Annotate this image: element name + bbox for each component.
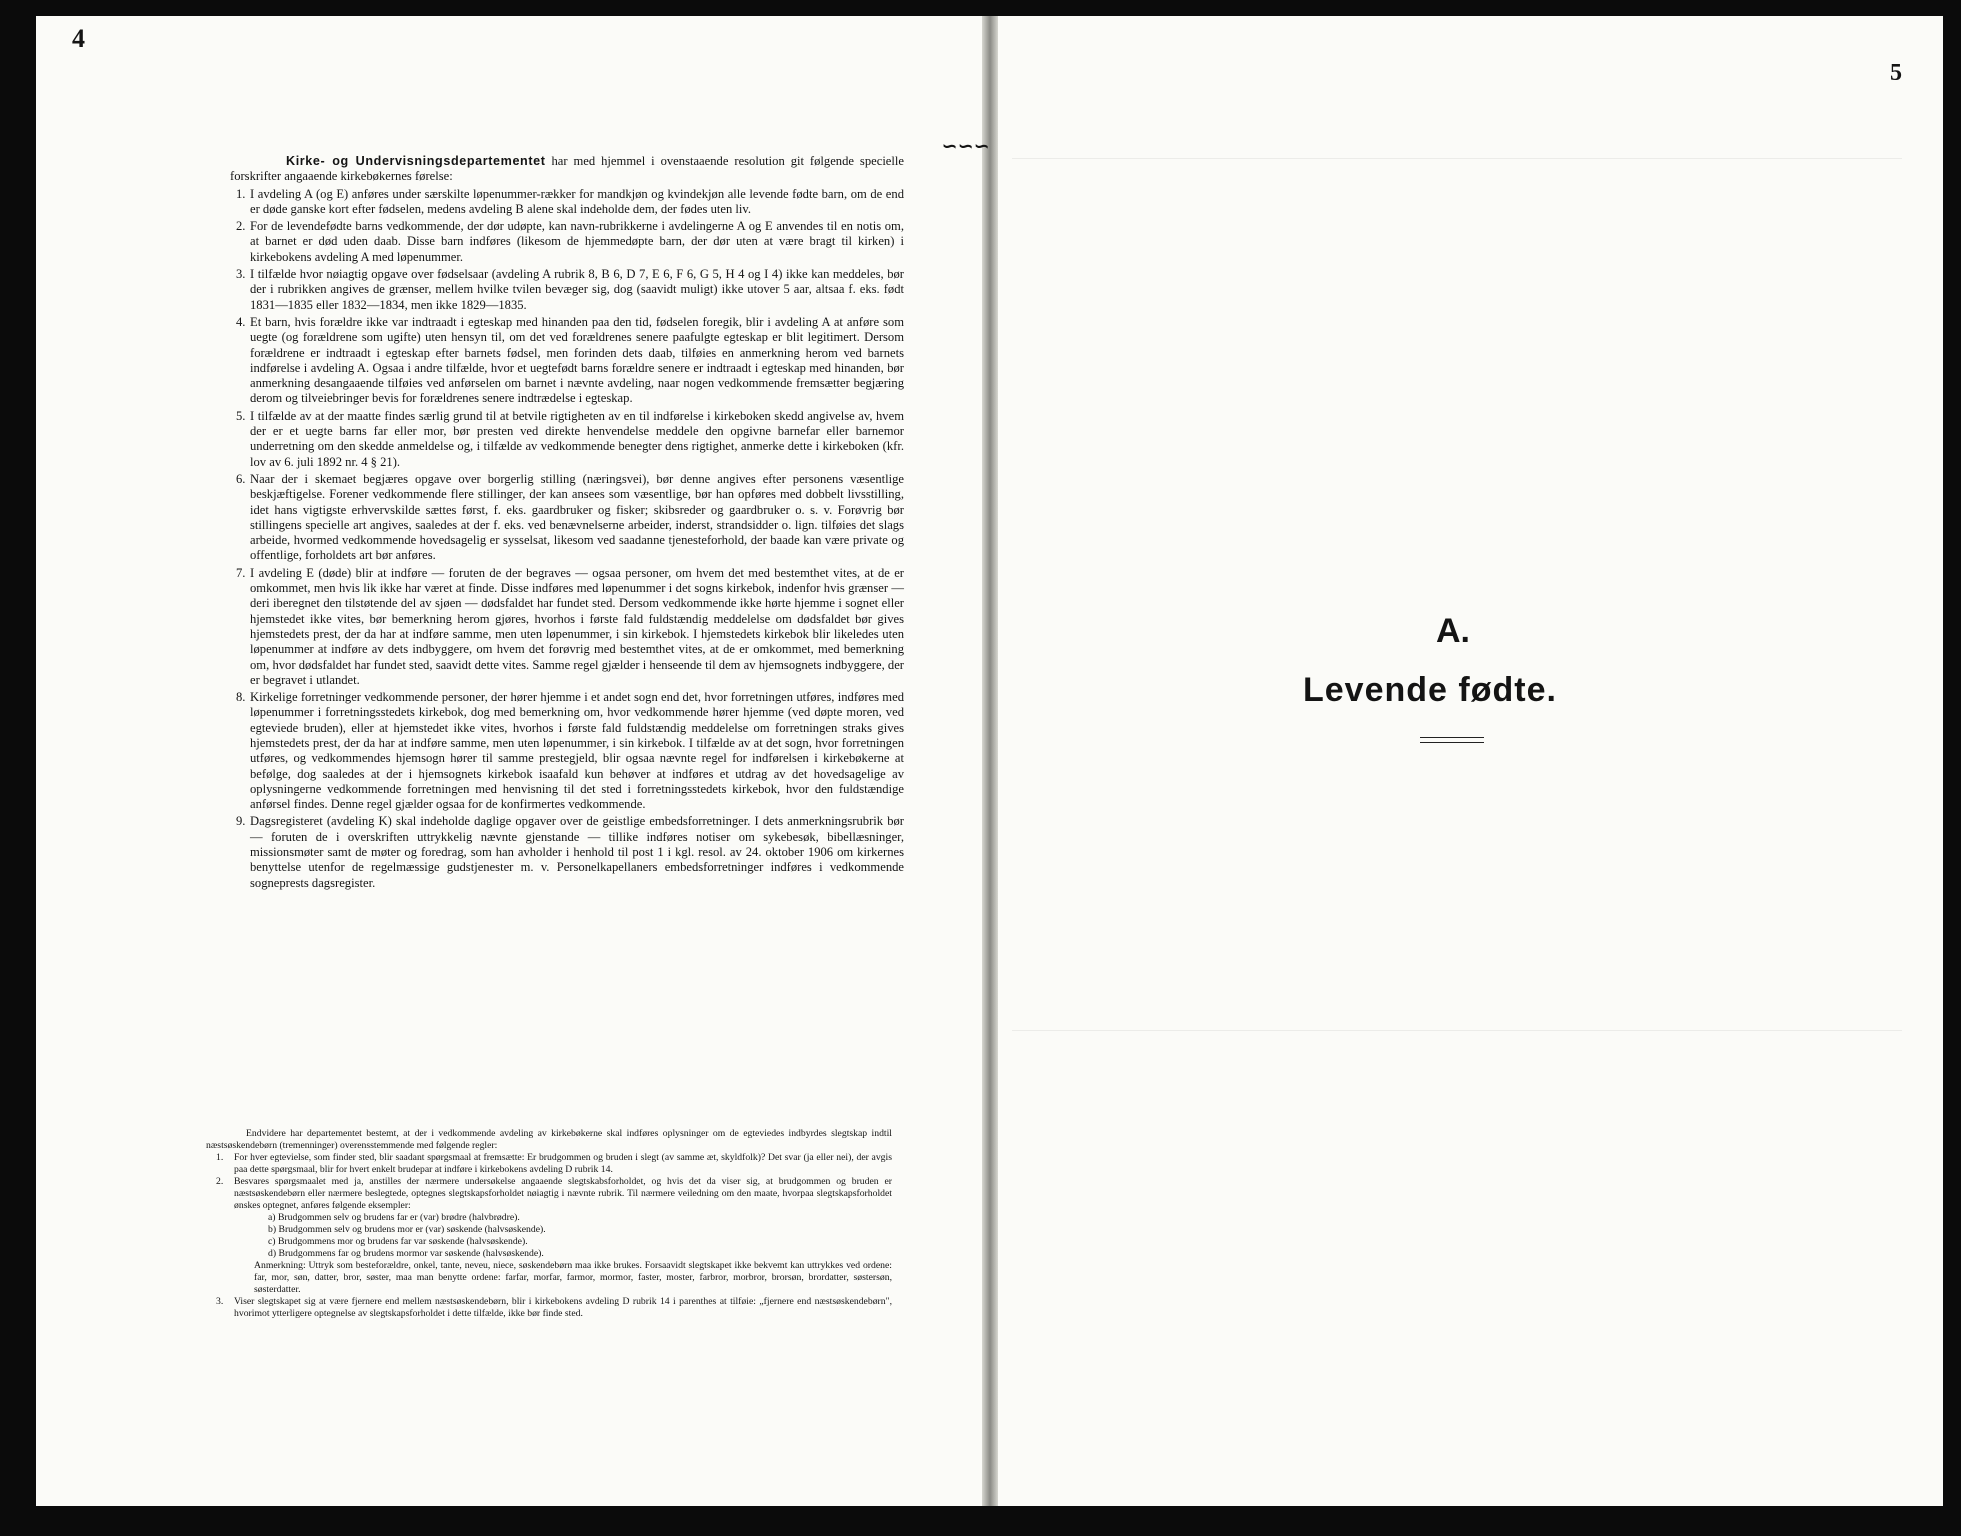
- addendum-number: 3.: [216, 1296, 224, 1307]
- rule-item: [230, 187, 904, 218]
- right-page: [998, 16, 1943, 1506]
- rule-text: Naar der i skemaet begjæres opgave over borgerlig stilling (næringsvei), bør denne angives efter personens væsentlige beskjæftigelse. Forener vedkommende flere stillinger, der kan ansees som væsentlige, bør han opføres med dobbelt livsstilling, idet hans vigtigste erhvervskilde sættes først, f. eks. gaardbruker og fisker; skibsreder og gaardbruker o. s. v. Forøvrig bør stillingens specielle art angives, saaledes at der f. eks. ved benævnelserne arbeider, inderst, strandsidder o. lign. tilføies det slags arbeide, hvormed vedkommende hovedsagelig er sysselsat, likesom ved saadanne tjenesteforhold, der baade kan være private og offentlige, forholdets art bør anføres.: [250, 471, 904, 563]
- rule-text: I tilfælde hvor nøiagtig opgave over fødselsaar (avdeling A rubrik 8, B 6, D 7, E 6, F 6, G 5, H 4 og I 4) ikke kan meddeles, bør der i rubrikken angives de grænser, mellem hvilke tvilen bevæger sig, dog (saavidt muligt) ikke utover 5 aar, altsaa f. eks. født 1831—1835 eller 1832—1834, men ikke 1829—1835.: [250, 267, 904, 312]
- rule-item: [230, 566, 904, 688]
- rule-number: 3.: [236, 267, 246, 282]
- addendum-item-text: Besvares spørgsmaalet med ja, anstilles der nærmere undersøkelse angaaende slegtskabsforholdet, og hvis det da viser sig, at brudgommen og bruden er næstsøskendebørn eller nærmere beslegtede, optegnes slegtskapsforholdet nøiagtig i nævnte rubrik. Til nærmere veiledning om den maate, hvorpaa slegtskapsforholdet ønskes optegnet, anføres følgende eksempler:: [234, 1176, 892, 1211]
- rule-item: [230, 219, 904, 265]
- addendum-text: [206, 1128, 892, 1320]
- page-number-right: 5: [1890, 60, 1902, 86]
- rule-item: [230, 315, 904, 407]
- example-line: d) Brudgommens far og brudens mormor var søskende (halvsøskende).: [268, 1248, 544, 1259]
- rule-text: I avdeling E (døde) blir at indføre — foruten de der begraves — ogsaa personer, om hvem det med bestemthet vites, at de er omkommet, men hvis lik ikke har været at finde. Disse indføres med løpenummer i det sogns kirkebok, indenfor hvis grænser — deri iberegnet den tilstøtende del av sjøen — dødsfaldet har fundet sted. Dersom vedkommende ikke hørte hjemme i sognet eller hjemstedet ikke vites, bør bemerkning herom gjøres, hvorhos i første fald fuldstændig meddelelse om dødsfaldet bør gives hjemstedets prest, der da har at indføre samme, men uten løpenummer, i sin kirkebok. I hjemstedets kirkebok blir likeledes uten løpenummer at indføre av dets indbyggere, om hvem det forøvrig med bestemthet vites, at de er omkommet, med bemerkning om, hvor dødsfaldet har fundet sted, saavidt dette vites. Samme regel gjælder i henseende til dem av hjemsognets indbyggere, der er begravet i utlandet.: [250, 565, 904, 687]
- rule-item: [230, 472, 904, 564]
- addendum-item: [206, 1296, 892, 1320]
- rule-number: 7.: [236, 565, 246, 580]
- rule-text: Et barn, hvis forældre ikke var indtraadt i egteskap med hinanden paa den tid, fødselen foregik, blir i avdeling A at anføre som uegte (og forældrene som ugifte) uten hensyn til, om det ved forældrenes senere paafulgte egteskap er blit legitimert. Dersom forældrene er indtraadt i egteskap efter barnets fødsel, men forinden dets daab, tilføies en anmerkning herom ved barnets indførelse i avdeling A. Ogsaa i andre tilfælde, hvor et uegtefødt barns forældre senere er indtraadt i egteskap med hinanden, bør anmerkning desangaaende tilføies ved anførselen om barnet i nævnte avdeling, naar nogen vedkommende fremsætter begjæring derom og tilveiebringer bevis for forældrenes senere indtrædelse i egteskap.: [250, 314, 904, 406]
- regulations-text: [230, 154, 904, 893]
- rule-number: 9.: [236, 814, 246, 829]
- bleed-through-line: [1012, 1030, 1902, 1031]
- addendum-intro: Endvidere har departementet bestemt, at der i vedkommende avdeling av kirkebøkerne skal indføres oplysninger om de egteviedes indbyrdes slegtskap indtil næstsøskendebørn (tremenninger) overensstemmende med følgende regler:: [206, 1128, 892, 1151]
- addendum-note: Anmerkning: Uttryk som besteforældre, onkel, tante, neveu, niece, søskendebørn maa ikke brukes. Forsaavidt slegtskapet ikke bekvemt kan uttrykkes ved ordene: far, mor, søn, datter, bror, søster, maa man benytte ordene: farfar, morfar, farmor, mormor, faster, moster, farbror, morbror, brorsøn, brordatter, søstersøn, søsterdatter.: [254, 1260, 892, 1295]
- example-line: c) Brudgommens mor og brudens far var søskende (halvsøskende).: [268, 1236, 528, 1247]
- book-gutter: [982, 16, 998, 1506]
- rule-number: 5.: [236, 408, 246, 423]
- rule-item: [230, 690, 904, 812]
- department-name: Kirke- og Undervisningsdepartementet: [286, 154, 546, 168]
- rule-text: Dagsregisteret (avdeling K) skal indeholde daglige opgaver over de geistlige embedsforretninger. I dets anmerkningsrubrik bør — foruten de i overskriften uttrykkelig nævnte gjenstande — tillike indføres notiser om sykebesøk, bibellæsninger, missionsmøter samt de møter og foredrag, som han avholder i henhold til post 1 i kgl. resol. av 24. oktober 1906 om kirkernes benyttelse utenfor de regelmæssige gudstjenester m. v. Personelkapellaners embedsforretninger indføres i vedkommende sogneprests dagsregister.: [250, 814, 904, 890]
- section-title: Levende fødte.: [1303, 671, 1557, 709]
- intro-paragraph: [230, 154, 904, 185]
- ornament: ∽∽∽: [942, 136, 991, 156]
- rule-number: 2.: [236, 219, 246, 234]
- example-line: a) Brudgommen selv og brudens far er (var) brødre (halvbrødre).: [268, 1212, 520, 1223]
- rule-item: [230, 409, 904, 470]
- addendum-number: 2.: [216, 1176, 224, 1187]
- page-number-left: 4: [72, 24, 85, 53]
- double-rule-divider: [1420, 737, 1484, 743]
- rule-item: [230, 267, 904, 313]
- rule-number: 4.: [236, 314, 246, 329]
- example-line: b) Brudgommen selv og brudens mor er (var) søskende (halvsøskende).: [268, 1224, 546, 1235]
- addendum-item: [206, 1176, 892, 1212]
- intro-text: har med hjemmel i ovenstaaende resolution git følgende specielle forskrifter angaaende kirkebøkernes førelse:: [230, 154, 904, 184]
- section-letter: A.: [1436, 612, 1470, 650]
- rule-number: 8.: [236, 690, 246, 705]
- addendum-item-text: For hver egtevielse, som finder sted, blir saadant spørgsmaal at fremsætte: Er brudgommen og bruden i slegt (av samme æt, skyldfolk)? Det svar (ja eller nei), der avgis paa dette spørgsmaal, blir for hvert enkelt brudepar at indføre i kirkebokens avdeling D rubrik 14.: [234, 1152, 892, 1175]
- addendum-item-text: Viser slegtskapet sig at være fjernere end mellem næstsøskendebørn, blir i kirkebokens avdeling D rubrik 14 i parenthes at tilføie: „fjernere end næstsøskendebørn", hvorimot ytterligere optegnelse av slegtskapsforholdet i dette tilfælde, ikke bør finde sted.: [234, 1296, 892, 1319]
- rule-text: Kirkelige forretninger vedkommende personer, der hører hjemme i et andet sogn end det, hvor forretningen utføres, indføres med løpenummer i forretningsstedets kirkebok, dog med bemerkning om, hvor vedkommende hører hjemme (ved døpte moren, ved egteviede bruden), eller at hjemstedet ikke vites, hvorhos i første fald fuldstændig meddelelse om forretningen straks gives hjemstedets prest, der da har at indføre samme, men uten løpenummer, i sin kirkebok. I tilfælde av at det sogn, hvor forretningen utføres, og vedkommendes hjemsogn hører til samme prestegjeld, blir ogsaa nævnte regel for indførelsen i kirkebøkerne at befølge, dog saaledes at der i hjemsognets kirkebok isaafald kun behøver at indføres et utdrag av det hovedsagelige av oplysningerne vedkommende forretningen med henvisning til det sted i forretningsstedets kirkebok, hvor den fuldstændige anførsel findes. Denne regel gjælder ogsaa for de konfirmertes vedkommende.: [250, 690, 904, 812]
- rule-item: [230, 814, 904, 890]
- rule-number: 1.: [236, 186, 246, 201]
- rule-text: I avdeling A (og E) anføres under særskilte løpenummer-rækker for mandkjøn og kvindekjøn alle levende fødte barn, om de end er døde ganske kort efter fødselen, medens avdeling B alene skal indeholde dem, der fødes uten liv.: [250, 186, 904, 216]
- rule-text: For de levendefødte barns vedkommende, der dør udøpte, kan navn-rubrikkerne i avdelingerne A og E anvendes til en notis om, at barnet er død uden daab. Disse barn indføres (likesom de hjemmedøpte barn, der dør uten at være bragt til kirken) i kirkebokens avdeling A med løpenummer.: [250, 219, 904, 264]
- addendum-number: 1.: [216, 1152, 224, 1163]
- bleed-through-line: [1012, 158, 1902, 159]
- rule-number: 6.: [236, 471, 246, 486]
- addendum-item: [206, 1152, 892, 1176]
- rule-text: I tilfælde av at der maatte findes særlig grund til at betvile rigtigheten av en til indførelse i kirkeboken skedd angivelse av, hvem der er et uegte barns far eller mor, bør presten ved direkte henvendelse meddele den opgivne barnefar eller barnemor underretning om den skedde anmeldelse og, i tilfælde av vedkommende benegter dens rigtighet, anmerke dette i kirkeboken (kfr. lov av 6. juli 1892 nr. 4 § 21).: [250, 408, 904, 469]
